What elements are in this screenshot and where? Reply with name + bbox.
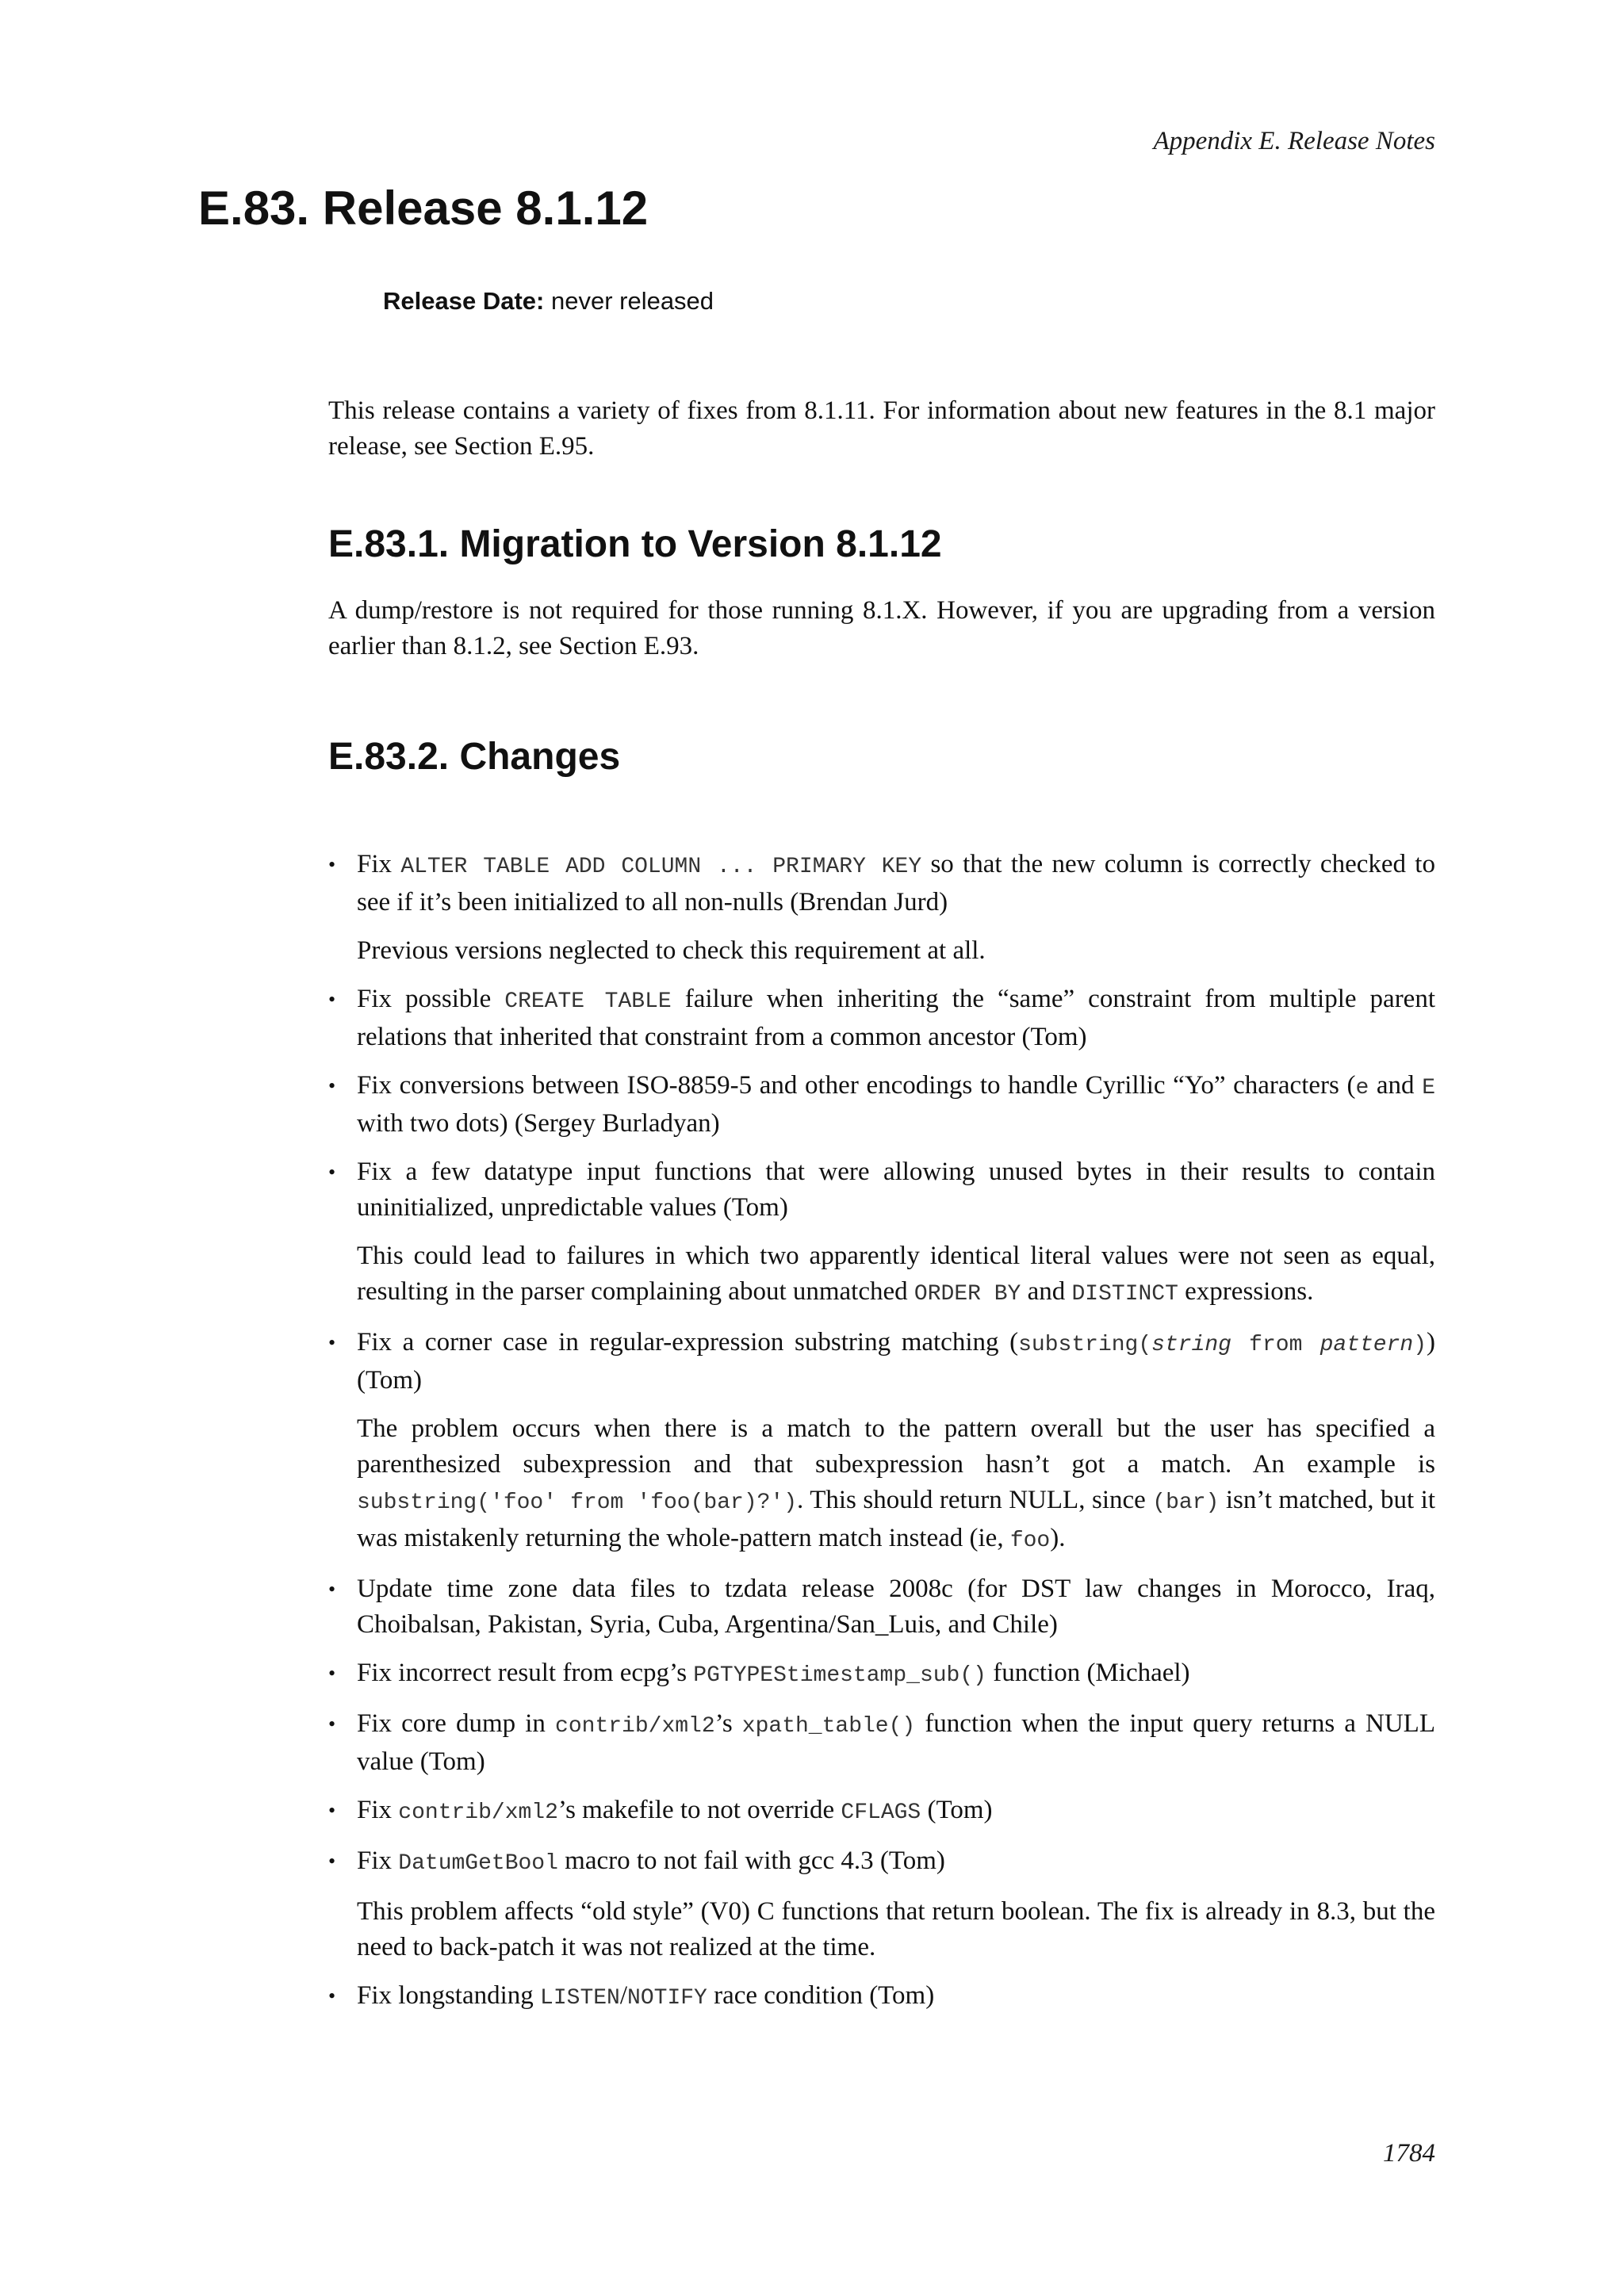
bullet-icon: • (328, 1850, 336, 1873)
release-date-label: Release Date: (383, 287, 545, 315)
release-date-value: never released (550, 287, 714, 315)
change-text: Fix ALTER TABLE ADD COLUMN ... PRIMARY KEY so that the new column is correctly checked to see if it’s been initialized to all non-nulls (Brendan Jurd) (357, 850, 1435, 916)
page-number: 1784 (1383, 2139, 1435, 2168)
changes-heading: E.83.2. Changes (328, 736, 621, 778)
change-text: Fix a corner case in regular-expression substring matching (substring(string from pattern)) (Tom) (357, 1328, 1435, 1395)
bullet-icon: • (328, 988, 336, 1011)
bullet-icon: • (328, 1161, 336, 1184)
changes-list (328, 847, 1435, 2029)
release-date (383, 287, 714, 316)
bullet-icon: • (328, 1074, 336, 1097)
bullet-icon: • (328, 1984, 336, 2007)
list-item (328, 1154, 1435, 1312)
change-text: Fix DatumGetBool macro to not fail with gcc 4.3 (Tom) (357, 1846, 945, 1876)
change-note: This problem affects “old style” (V0) C functions that return boolean. The fix is already in 8.3, but the need to back-patch it was not realized at the time. (357, 1897, 1435, 1961)
change-text: Update time zone data files to tzdata release 2008c (for DST law changes in Morocco, Iraq, Choibalsan, Pakistan, Syria, Cuba, Argentina/San_Luis, and Chile) (357, 1575, 1435, 1639)
list-item (328, 1068, 1435, 1142)
list-item (328, 1325, 1435, 1559)
running-header: Appendix E. Release Notes (1153, 127, 1435, 155)
migration-heading: E.83.1. Migration to Version 8.1.12 (328, 523, 942, 565)
change-text: Fix incorrect result from ecpg’s PGTYPEStimestamp_sub() function (Michael) (357, 1659, 1190, 1688)
bullet-icon: • (328, 1331, 336, 1354)
change-text: Fix possible CREATE TABLE failure when inheriting the “same” constraint from multiple parent relations that inherited that constraint from a common ancestor (Tom) (357, 985, 1435, 1051)
list-item (328, 1706, 1435, 1780)
bullet-icon: • (328, 1799, 336, 1822)
change-text: Fix a few datatype input functions that were allowing unused bytes in their results to contain uninitialized, unpredictable values (Tom) (357, 1158, 1435, 1222)
list-item (328, 847, 1435, 969)
change-note: This could lead to failures in which two apparently identical literal values were not seen as equal, resulting in the parser complaining about unmatched ORDER BY and DISTINCT expressions. (357, 1242, 1435, 1307)
migration-paragraph: A dump/restore is not required for those running 8.1.X. However, if you are upgrading from a version earlier than 8.1.2, see Section E.93. (328, 596, 1435, 660)
change-text: Fix core dump in contrib/xml2’s xpath_table() function when the input query returns a NULL value (Tom) (357, 1709, 1435, 1776)
change-text: Fix contrib/xml2’s makefile to not override CFLAGS (Tom) (357, 1796, 993, 1825)
change-note: The problem occurs when there is a match to the pattern overall but the user has specified a parenthesized subexpression and that subexpression hasn’t got a match. An example is substring('foo' from 'foo(bar)?'). This should return NULL, since (bar) isn’t matched, but it was mistakenly returning the whole-pattern match instead (ie, foo). (357, 1414, 1435, 1553)
bullet-icon: • (328, 1662, 336, 1685)
bullet-icon: • (328, 1712, 336, 1735)
list-item (328, 1978, 1435, 2016)
list-item (328, 1655, 1435, 1693)
list-item (328, 1843, 1435, 1965)
bullet-icon: • (328, 853, 336, 876)
change-note: Previous versions neglected to check this requirement at all. (357, 936, 986, 965)
list-item (328, 1571, 1435, 1643)
list-item (328, 982, 1435, 1055)
change-text: Fix longstanding LISTEN/NOTIFY race condition (Tom) (357, 1981, 935, 2011)
bullet-icon: • (328, 1578, 336, 1601)
page-title: E.83. Release 8.1.12 (198, 182, 649, 235)
change-text: Fix conversions between ISO-8859-5 and other encodings to handle Cyrillic “Yo” characters (e and E with two dots) (Sergey Burladyan) (357, 1071, 1435, 1138)
list-item (328, 1793, 1435, 1831)
intro-paragraph: This release contains a variety of fixes from 8.1.11. For information about new features in the 8.1 major release, see Section E.95. (328, 396, 1435, 461)
